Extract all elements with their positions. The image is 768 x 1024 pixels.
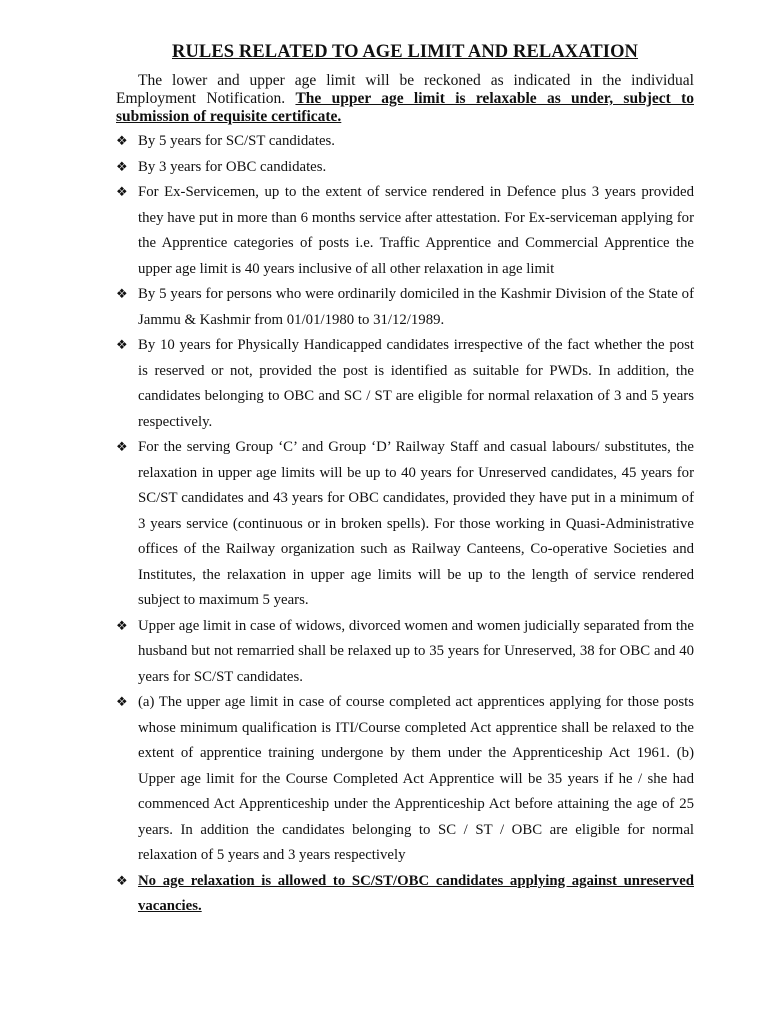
diamond-bullet-icon: ❖ xyxy=(116,618,128,634)
diamond-bullet-icon: ❖ xyxy=(116,440,128,455)
list-item-text: By 5 years for persons who were ordinarily domiciled in the Kashmir Division of the State of Jammu & Kashmir from 01/01/1980 to 31/12/1989. xyxy=(138,286,694,328)
diamond-bullet-icon: ❖ xyxy=(116,159,128,175)
list-item xyxy=(116,690,694,869)
document-title: RULES RELATED TO AGE LIMIT AND RELAXATION xyxy=(171,42,639,62)
list-item-text: By 5 years for SC/ST candidates. xyxy=(138,133,335,149)
list-item-text: No age relaxation is allowed to SC/ST/OBC candidates applying against unreserved vacancies. xyxy=(138,872,694,914)
list-item xyxy=(116,435,694,614)
list-item-text: Upper age limit in case of widows, divorced women and women judicially separated from the husband but not remarried shall be relaxed up to 35 years for Unreserved, 38 for OBC and 40 years for SC/ST candidates. xyxy=(138,617,694,685)
list-item-text: For the serving Group ‘C’ and Group ‘D’ Railway Staff and casual labours/ substitutes, the relaxation in upper age limits will be up to 40 years for Unreserved candidates, 45 years for SC/ST candidates and 43 years for OBC candidates, provided they have put in a minimum of 3 years service (continuous or in broken spells). For those working in Quasi-Administrative offices of the Railway organization such as Railway Canteens, Co-operative Societies and Institutes, the relaxation in upper age limits will be up to the length of service rendered subject to maximum 5 years. xyxy=(138,439,694,608)
diamond-bullet-icon: ❖ xyxy=(116,695,128,710)
relaxation-rules-list xyxy=(116,129,694,920)
list-item-text: For Ex-Servicemen, up to the extent of service rendered in Defence plus 3 years provided they have put in more than 6 months service after attestation. For Ex-serviceman applying for the Apprentice categories of posts i.e. Traffic Apprentice and Commercial Apprentice the upper age limit is 40 years inclusive of all other relaxation in age limit xyxy=(138,184,694,277)
list-item-final-note xyxy=(116,869,694,920)
diamond-bullet-icon: ❖ xyxy=(116,185,128,200)
intro-emphasis: The upper age limit is relaxable as under, subject to submission of requisite certificate. xyxy=(116,90,694,125)
intro-paragraph xyxy=(116,72,694,126)
list-item-text: (a) The upper age limit in case of course completed act apprentices applying for those posts whose minimum qualification is ITI/Course completed Act apprentice shall be relaxed to the extent of apprentice training undergone by them under the Apprenticeship Act 1961. (b) Upper age limit for the Course Completed Act Apprentice will be 35 years if he / she had commenced Act Apprenticeship under the Apprenticeship Act before attaining the age of 25 years. In addition the candidates belonging to SC / ST / OBC are eligible for normal relaxation of 5 years and 3 years respectively xyxy=(138,694,694,863)
diamond-bullet-icon: ❖ xyxy=(116,134,128,149)
intro-text: The lower and upper age limit will be reckoned as indicated in the individual Employment Notification. xyxy=(116,72,694,107)
diamond-bullet-icon: ❖ xyxy=(116,287,128,302)
list-item xyxy=(116,129,694,155)
list-item xyxy=(116,614,694,691)
list-item xyxy=(116,155,694,181)
list-item xyxy=(116,282,694,333)
list-item-text: By 3 years for OBC candidates. xyxy=(138,158,327,175)
list-item xyxy=(116,333,694,435)
diamond-bullet-icon: ❖ xyxy=(116,873,128,889)
list-item-text: By 10 years for Physically Handicapped candidates irrespective of the fact whether the post is reserved or not, provided the post is identified as suitable for PWDs. In addition, the candidates belonging to OBC and SC / ST are eligible for normal relaxation of 3 and 5 years respectively. xyxy=(138,337,694,430)
diamond-bullet-icon: ❖ xyxy=(116,338,128,353)
list-item xyxy=(116,180,694,282)
document-page xyxy=(116,42,694,920)
